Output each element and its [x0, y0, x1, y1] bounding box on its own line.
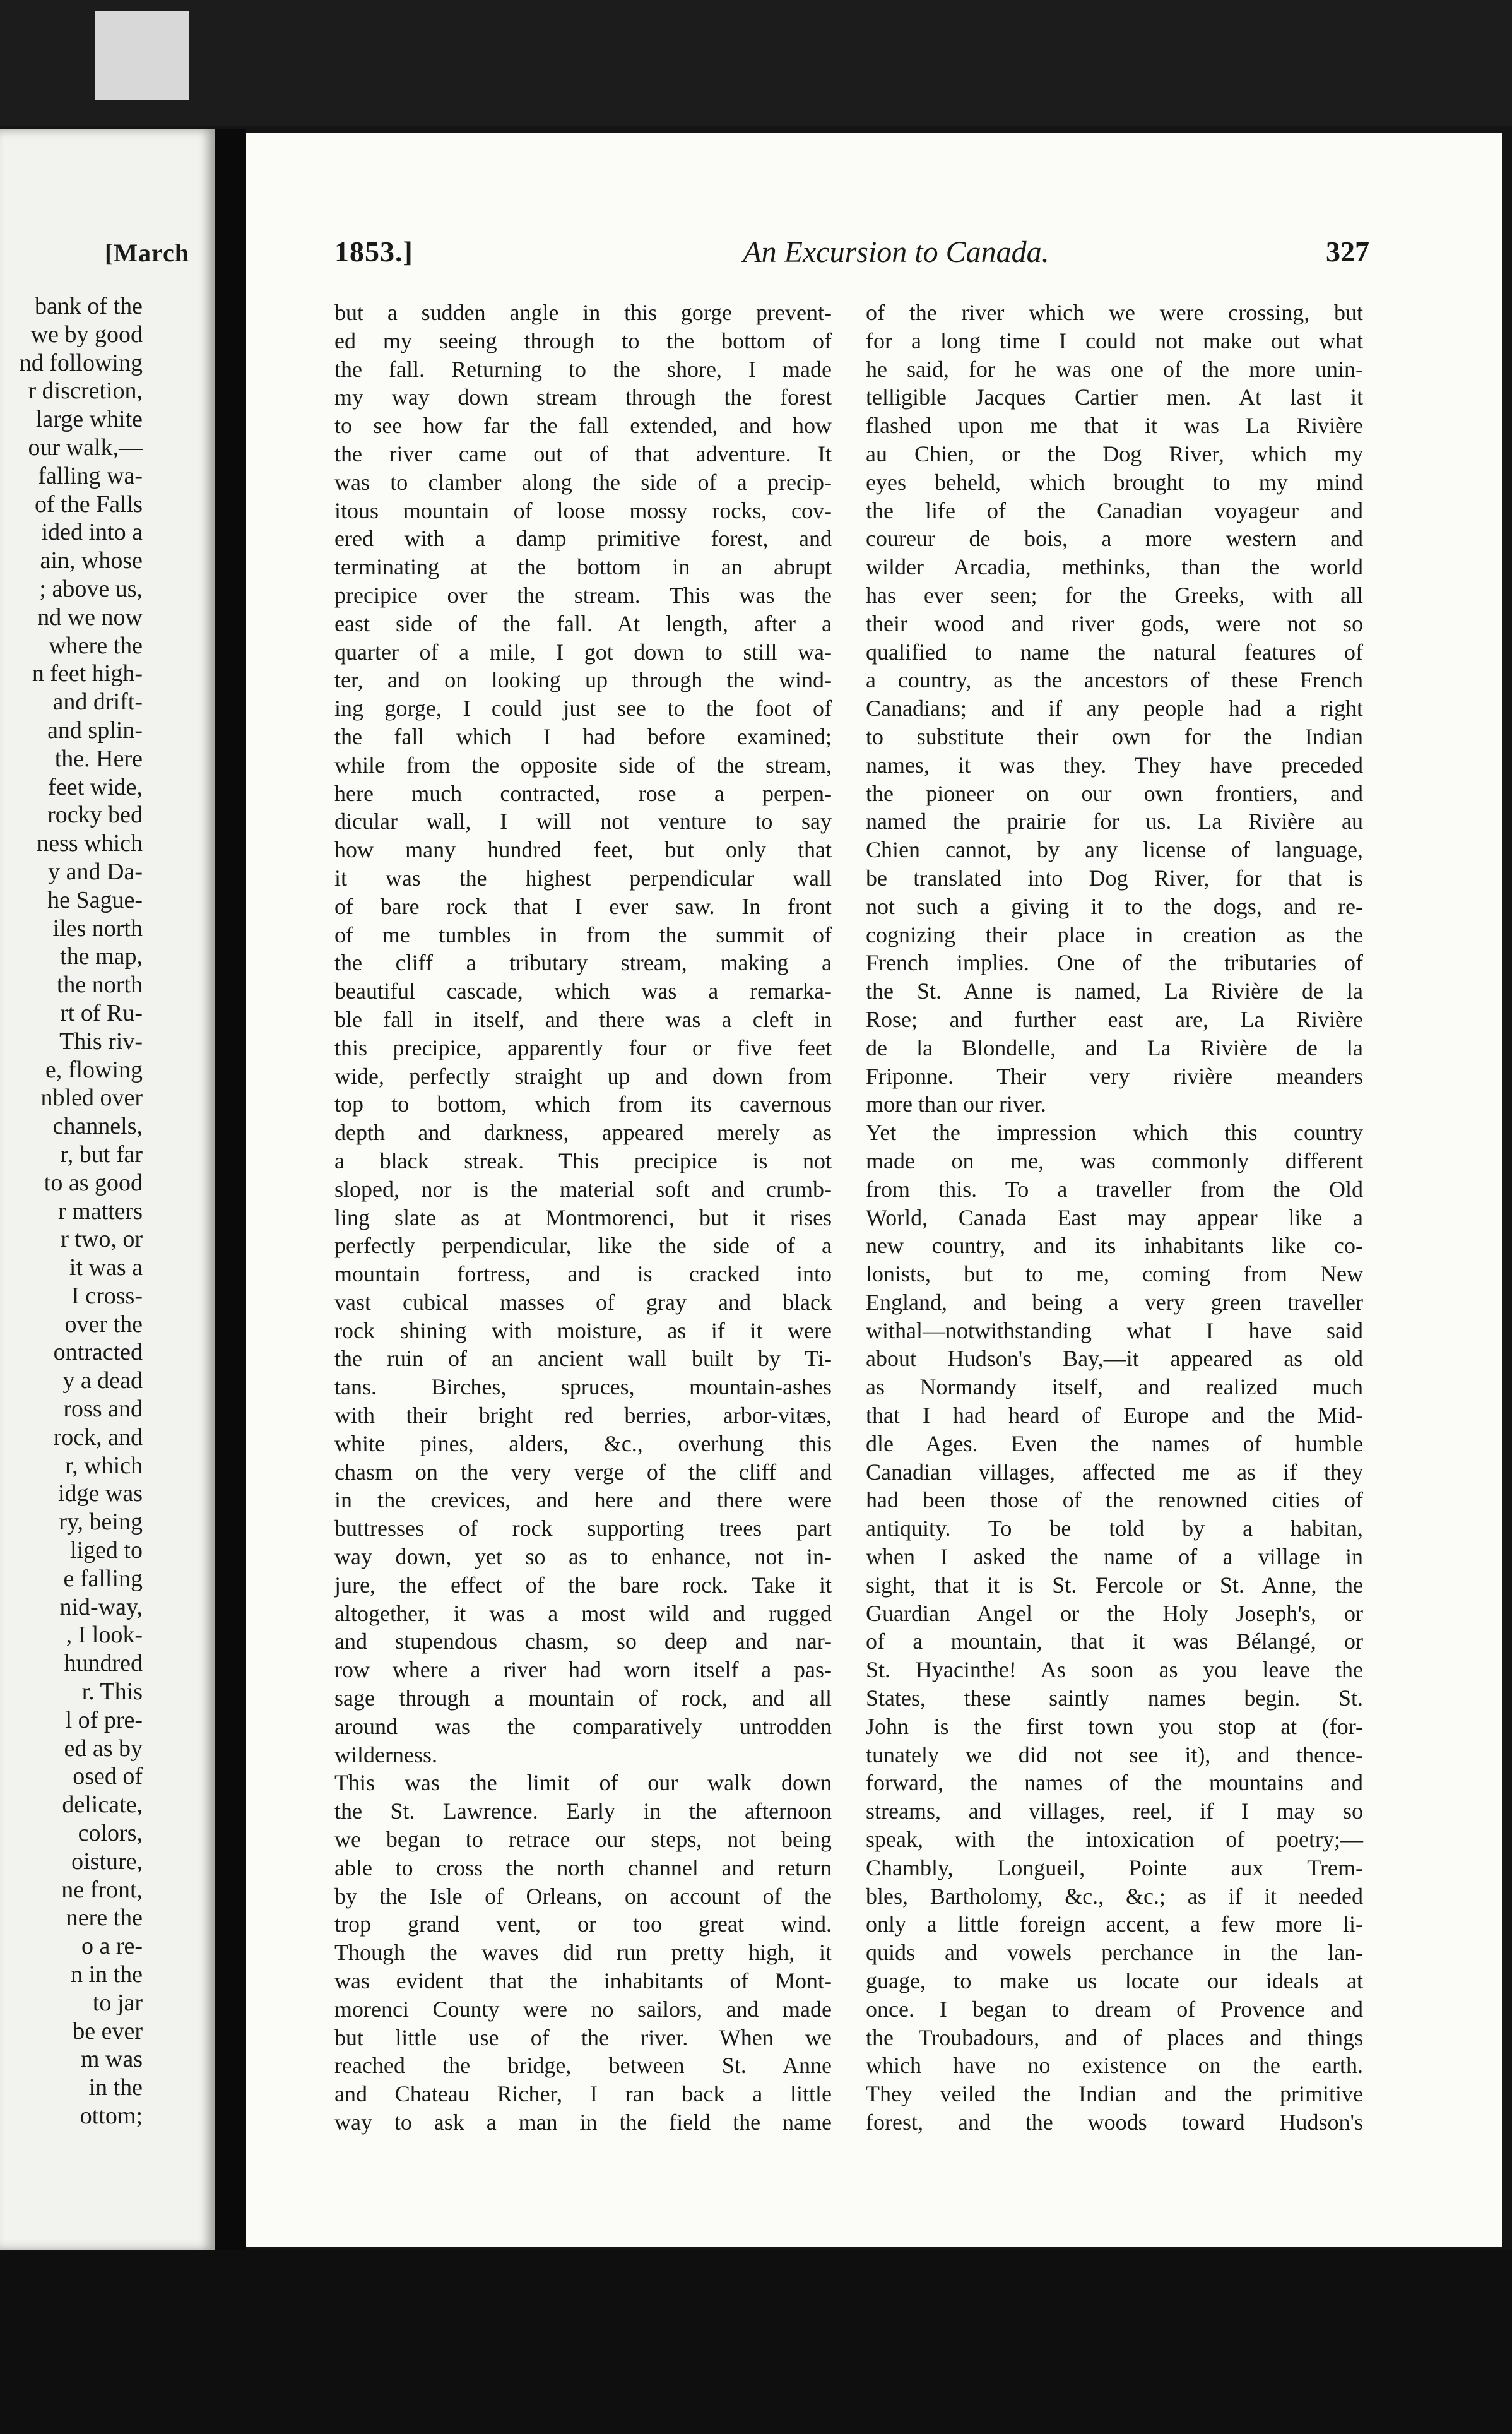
text-line: a black streak. This precipice is not: [334, 1148, 832, 1173]
text-line: the St. Anne is named, La Rivière de la: [866, 978, 1363, 1004]
text-line: John is the first town you stop at (for-: [866, 1713, 1363, 1739]
text-line: be translated into Dog River, for that is: [866, 865, 1363, 891]
text-line: ed my seeing through to the bottom of: [334, 328, 832, 353]
text-line: streams, and villages, reel, if I may so: [866, 1798, 1363, 1824]
text-line-fragment: , I look-: [66, 1622, 143, 1649]
text-line: ter, and on looking up through the wind-: [334, 667, 832, 693]
text-line: east side of the fall. At length, after a: [334, 610, 832, 636]
text-line-fragment: ottom;: [80, 2103, 143, 2129]
text-line-fragment: he Sague-: [47, 886, 143, 913]
text-line: sage through a mountain of rock, and all: [334, 1685, 832, 1711]
text-line: antiquity. To be told by a habitan,: [866, 1516, 1363, 1541]
running-header: [334, 235, 1369, 273]
text-line: once. I began to dream of Provence and: [866, 1996, 1363, 2022]
text-line: itous mountain of loose mossy rocks, cov-: [334, 497, 832, 523]
text-line: beautiful cascade, which was a remarka-: [334, 978, 832, 1004]
text-line: jure, the effect of the bare rock. Take it: [334, 1572, 832, 1598]
text-line: dle Ages. Even the names of humble: [866, 1430, 1363, 1456]
text-line: the cliff a tributary stream, making a: [334, 950, 832, 976]
text-line-fragment: nd following: [19, 349, 143, 376]
text-line-fragment: ain, whose: [40, 547, 143, 574]
book-gutter: [215, 129, 246, 2250]
text-line: of me tumbles in from the summit of: [334, 922, 832, 947]
text-line: tunately we did not see it), and thence-: [866, 1742, 1363, 1767]
text-line: while from the opposite side of the stream,: [334, 752, 832, 778]
text-line: about Hudson's Bay,—it appeared as old: [866, 1346, 1363, 1372]
text-line-fragment: it was a: [69, 1254, 143, 1281]
text-line-fragment: colors,: [78, 1820, 143, 1847]
text-line: the river came out of that adventure. It: [334, 441, 832, 466]
text-line-fragment: r two, or: [61, 1226, 143, 1253]
text-line-fragment: n feet high-: [32, 660, 143, 687]
text-line: buttresses of rock supporting trees part: [334, 1516, 832, 1541]
text-line: flashed upon me that it was La Rivière: [866, 413, 1363, 439]
text-line: white pines, alders, &c., overhung this: [334, 1430, 832, 1456]
text-line-fragment: nd we now: [37, 603, 143, 631]
text-line-fragment: ne front,: [61, 1876, 143, 1903]
text-line-fragment: ; above us,: [39, 575, 143, 602]
text-line: the ruin of an ancient wall built by Ti-: [334, 1346, 832, 1372]
text-line: named the prairie for us. La Rivière au: [866, 809, 1363, 834]
text-line-fragment: I cross-: [71, 1282, 143, 1309]
header-title: An Excursion to Canada.: [743, 235, 1049, 269]
text-line: of a mountain, that it was Bélangé, or: [866, 1629, 1363, 1654]
text-line: only a little foreign accent, a few more li-: [866, 1911, 1363, 1937]
text-line-fragment: to as good: [44, 1169, 143, 1196]
text-line-fragment: rocky bed: [47, 802, 143, 829]
text-line: dicular wall, I will not venture to say: [334, 809, 832, 834]
text-line: St. Hyacinthe! As soon as you leave the: [866, 1657, 1363, 1683]
text-line-fragment: e falling: [63, 1565, 143, 1592]
text-line: French implies. One of the tributaries of: [866, 950, 1363, 976]
text-line: way down, yet so as to enhance, not in-: [334, 1544, 832, 1570]
text-line-fragment: the map,: [60, 943, 143, 970]
text-line-fragment: ed as by: [64, 1735, 143, 1762]
text-line: way to ask a man in the field the name: [334, 2110, 832, 2135]
text-line: the fall which I had before examined;: [334, 723, 832, 749]
text-column-left: [334, 299, 832, 2137]
header-year: 1853.]: [334, 235, 413, 268]
text-line: as Normandy itself, and realized much: [866, 1374, 1363, 1400]
text-line: World, Canada East may appear like a: [866, 1204, 1363, 1230]
text-line: forward, the names of the mountains and: [866, 1770, 1363, 1796]
text-line-fragment: channels,: [52, 1113, 143, 1140]
text-line: forest, and the woods toward Hudson's: [866, 2110, 1363, 2135]
text-line-fragment: be ever: [73, 2017, 143, 2045]
text-line-fragment: ontracted: [53, 1339, 143, 1366]
text-line: ing gorge, I could just see to the foot of: [334, 696, 832, 721]
text-line: to substitute their own for the Indian: [866, 723, 1363, 749]
text-line: Yet the impression which this country: [866, 1120, 1363, 1146]
text-line: the pioneer on our own frontiers, and: [866, 780, 1363, 806]
text-line: perfectly perpendicular, like the side of a: [334, 1233, 832, 1259]
text-line-fragment: ross and: [63, 1396, 143, 1423]
text-line: tans. Birches, spruces, mountain-ashes: [334, 1374, 832, 1400]
text-line-fragment: ided into a: [41, 519, 143, 546]
text-line: how many hundred feet, but only that: [334, 837, 832, 863]
text-line: de la Blondelle, and La Rivière de la: [866, 1035, 1363, 1060]
text-line-fragment: to jar: [92, 1989, 143, 2016]
text-line: terminating at the bottom in an abrupt: [334, 554, 832, 580]
text-line-fragment: y and Da-: [48, 858, 143, 885]
text-line: chasm on the very verge of the cliff and: [334, 1459, 832, 1485]
text-line-fragment: r. This: [81, 1678, 143, 1706]
text-line-fragment: ry, being: [59, 1509, 143, 1536]
text-line: coureur de bois, a more western and: [866, 526, 1363, 552]
text-line: which have no existence on the earth.: [866, 2053, 1363, 2079]
text-line: new country, and its inhabitants like co-: [866, 1233, 1363, 1259]
text-line: wilderness.: [334, 1742, 437, 1767]
text-line: the Troubadours, and of places and things: [866, 2024, 1363, 2050]
text-line: by the Isle of Orleans, on account of the: [334, 1883, 832, 1909]
text-line: of the river which we were crossing, but: [866, 300, 1363, 325]
page-number: 327: [1326, 235, 1369, 268]
text-line: the St. Lawrence. Early in the afternoon: [334, 1798, 832, 1824]
text-line: guage, to make us locate our ideals at: [866, 1968, 1363, 1994]
text-line: Canadian villages, affected me as if they: [866, 1459, 1363, 1485]
text-line: They veiled the Indian and the primitive: [866, 2081, 1363, 2107]
text-line: mountain fortress, and is cracked into: [334, 1261, 832, 1287]
text-line-fragment: liged to: [69, 1537, 143, 1564]
text-line: Rose; and further east are, La Rivière: [866, 1006, 1363, 1032]
text-line: but little use of the river. When we: [334, 2024, 832, 2050]
text-line: the fall. Returning to the shore, I made: [334, 356, 832, 382]
text-line: wide, perfectly straight up and down from: [334, 1063, 832, 1089]
text-line-fragment: and drift-: [52, 689, 143, 716]
text-line-fragment: over the: [64, 1310, 143, 1338]
text-line-fragment: large white: [35, 406, 143, 433]
text-line: it was the highest perpendicular wall: [334, 865, 832, 891]
text-line-fragment: hundred: [64, 1650, 143, 1677]
scan-top-border: [0, 0, 1512, 126]
text-line: withal—notwithstanding what I have said: [866, 1317, 1363, 1343]
text-line: the life of the Canadian voyageur and: [866, 497, 1363, 523]
text-line: in the crevices, and here and there were: [334, 1487, 832, 1513]
right-page: [246, 133, 1502, 2247]
text-line: Guardian Angel or the Holy Joseph's, or: [866, 1600, 1363, 1626]
text-line: Canadians; and if any people had a right: [866, 696, 1363, 721]
text-line: telligible Jacques Cartier men. At last it: [866, 384, 1363, 410]
text-line: vast cubical masses of gray and black: [334, 1289, 832, 1315]
left-running-head: [March: [104, 239, 189, 267]
text-line-fragment: of the Falls: [35, 490, 143, 518]
text-line-fragment: rock, and: [53, 1423, 143, 1451]
text-line-fragment: nere the: [66, 1904, 143, 1932]
scan-top-light-patch: [95, 11, 189, 100]
text-line-fragment: and splin-: [47, 716, 143, 744]
text-line: not such a giving it to the dogs, and re-: [866, 893, 1363, 919]
text-line: names, it was they. They have preceded: [866, 752, 1363, 778]
text-line: and stupendous chasm, so deep and nar-: [334, 1629, 832, 1654]
text-line: of bare rock that I ever saw. In front: [334, 893, 832, 919]
text-line: precipice over the stream. This was the: [334, 582, 832, 608]
text-line: rock shining with moisture, as if it were: [334, 1317, 832, 1343]
text-line-fragment: n in the: [71, 1961, 143, 1988]
text-line-fragment: delicate,: [62, 1791, 143, 1819]
text-line: wilder Arcadia, methinks, than the world: [866, 554, 1363, 580]
text-line: States, these saintly names begin. St.: [866, 1685, 1363, 1711]
text-line: cognizing their place in creation as the: [866, 922, 1363, 947]
text-line: here much contracted, rose a perpen-: [334, 780, 832, 806]
text-line-fragment: where the: [49, 632, 143, 659]
text-line: my way down stream through the forest: [334, 384, 832, 410]
left-page: [0, 129, 215, 2250]
text-column-right: [866, 299, 1363, 2137]
text-line: with their bright red berries, arbor-vitæs,: [334, 1403, 832, 1428]
text-line: Chien cannot, by any license of language,: [866, 837, 1363, 863]
text-line: England, and being a very green traveller: [866, 1289, 1363, 1315]
text-line-fragment: osed of: [73, 1763, 143, 1790]
text-line-fragment: oisture,: [71, 1848, 143, 1875]
text-line: lonists, but to me, coming from New: [866, 1261, 1363, 1287]
text-line: reached the bridge, between St. Anne: [334, 2053, 832, 2079]
text-line: to see how far the fall extended, and how: [334, 413, 832, 439]
text-line-fragment: e, flowing: [45, 1056, 143, 1083]
text-line-fragment: our walk,—: [28, 434, 143, 461]
text-line: was to clamber along the side of a precip-: [334, 469, 832, 495]
text-line-fragment: r, but far: [60, 1141, 143, 1168]
text-line: bles, Bartholomy, &c., &c.; as if it needed: [866, 1883, 1363, 1909]
scan-bottom-border: [0, 2250, 1512, 2434]
text-line: speak, with the intoxication of poetry;—: [866, 1827, 1363, 1853]
text-line-fragment: nbled over: [40, 1084, 143, 1112]
text-line-fragment: falling wa-: [38, 462, 143, 489]
text-line: quarter of a mile, I got down to still wa-: [334, 639, 832, 665]
text-line: sloped, nor is the material soft and crumb-: [334, 1176, 832, 1202]
text-line: has ever seen; for the Greeks, with all: [866, 582, 1363, 608]
text-line: au Chien, or the Dog River, which my: [866, 441, 1363, 466]
text-line: morenci County were no sailors, and made: [334, 1996, 832, 2022]
text-line: This was the limit of our walk down: [334, 1770, 832, 1796]
text-line: more than our river.: [866, 1091, 1046, 1117]
text-line: top to bottom, which from its cavernous: [334, 1091, 832, 1117]
text-line: eyes beheld, which brought to my mind: [866, 469, 1363, 495]
text-line: from this. To a traveller from the Old: [866, 1176, 1363, 1202]
text-line: Though the waves did run pretty high, it: [334, 1940, 832, 1966]
text-line: Friponne. Their very rivière meanders: [866, 1063, 1363, 1089]
text-line: but a sudden angle in this gorge prevent-: [334, 300, 832, 325]
text-line-fragment: l of pre-: [65, 1706, 143, 1733]
text-line: a country, as the ancestors of these French: [866, 667, 1363, 693]
text-line-fragment: nid-way,: [59, 1593, 143, 1620]
text-line: that I had heard of Europe and the Mid-: [866, 1403, 1363, 1428]
text-line: had been those of the renowned cities of: [866, 1487, 1363, 1513]
text-line: when I asked the name of a village in: [866, 1544, 1363, 1570]
text-line: trop grand vent, or too great wind.: [334, 1911, 832, 1937]
text-line: and Chateau Richer, I ran back a little: [334, 2081, 832, 2107]
text-line-fragment: we by good: [30, 321, 143, 348]
text-line: altogether, it was a most wild and rugged: [334, 1600, 832, 1626]
text-line-fragment: r discretion,: [28, 377, 143, 405]
text-line: ling slate as at Montmorenci, but it rises: [334, 1204, 832, 1230]
text-line-fragment: y a dead: [62, 1367, 143, 1394]
text-line: he said, for he was one of the more unin-: [866, 356, 1363, 382]
text-line-fragment: r matters: [57, 1197, 143, 1225]
text-line: was evident that the inhabitants of Mont-: [334, 1968, 832, 1994]
text-line-fragment: feet wide,: [48, 773, 143, 800]
text-line: their wood and river gods, were not so: [866, 610, 1363, 636]
text-line: Chambly, Longueil, Pointe aux Trem-: [866, 1855, 1363, 1880]
text-line: able to cross the north channel and return: [334, 1855, 832, 1880]
text-line: around was the comparatively untrodden: [334, 1713, 832, 1739]
text-line: sight, that it is St. Fercole or St. Anne, the: [866, 1572, 1363, 1598]
text-line: ble fall in itself, and there was a cleft in: [334, 1006, 832, 1032]
text-line: made on me, was commonly different: [866, 1148, 1363, 1173]
text-line-fragment: rt of Ru-: [60, 999, 143, 1026]
text-line-fragment: bank of the: [35, 293, 143, 319]
text-line: for a long time I could not make out what: [866, 328, 1363, 353]
text-line-fragment: in the: [88, 2074, 143, 2101]
left-page-text-fragments: [20, 292, 143, 2130]
text-line: we began to retrace our steps, not being: [334, 1827, 832, 1853]
text-line-fragment: ness which: [37, 830, 143, 857]
text-line: ered with a damp primitive forest, and: [334, 526, 832, 552]
text-line-fragment: idge was: [57, 1480, 143, 1507]
text-line-fragment: the north: [56, 971, 143, 999]
text-line: quids and vowels perchance in the lan-: [866, 1940, 1363, 1966]
text-line-fragment: o a re-: [81, 1933, 143, 1960]
text-line-fragment: iles north: [52, 915, 143, 942]
text-line-fragment: This riv-: [59, 1028, 143, 1055]
text-line: row where a river had worn itself a pas-: [334, 1657, 832, 1683]
text-line-fragment: m was: [80, 2046, 143, 2073]
text-line-fragment: the. Here: [54, 745, 143, 772]
text-line: depth and darkness, appeared merely as: [334, 1120, 832, 1146]
text-line: this precipice, apparently four or five feet: [334, 1035, 832, 1060]
text-line: qualified to name the natural features of: [866, 639, 1363, 665]
text-line-fragment: r, which: [65, 1452, 143, 1479]
